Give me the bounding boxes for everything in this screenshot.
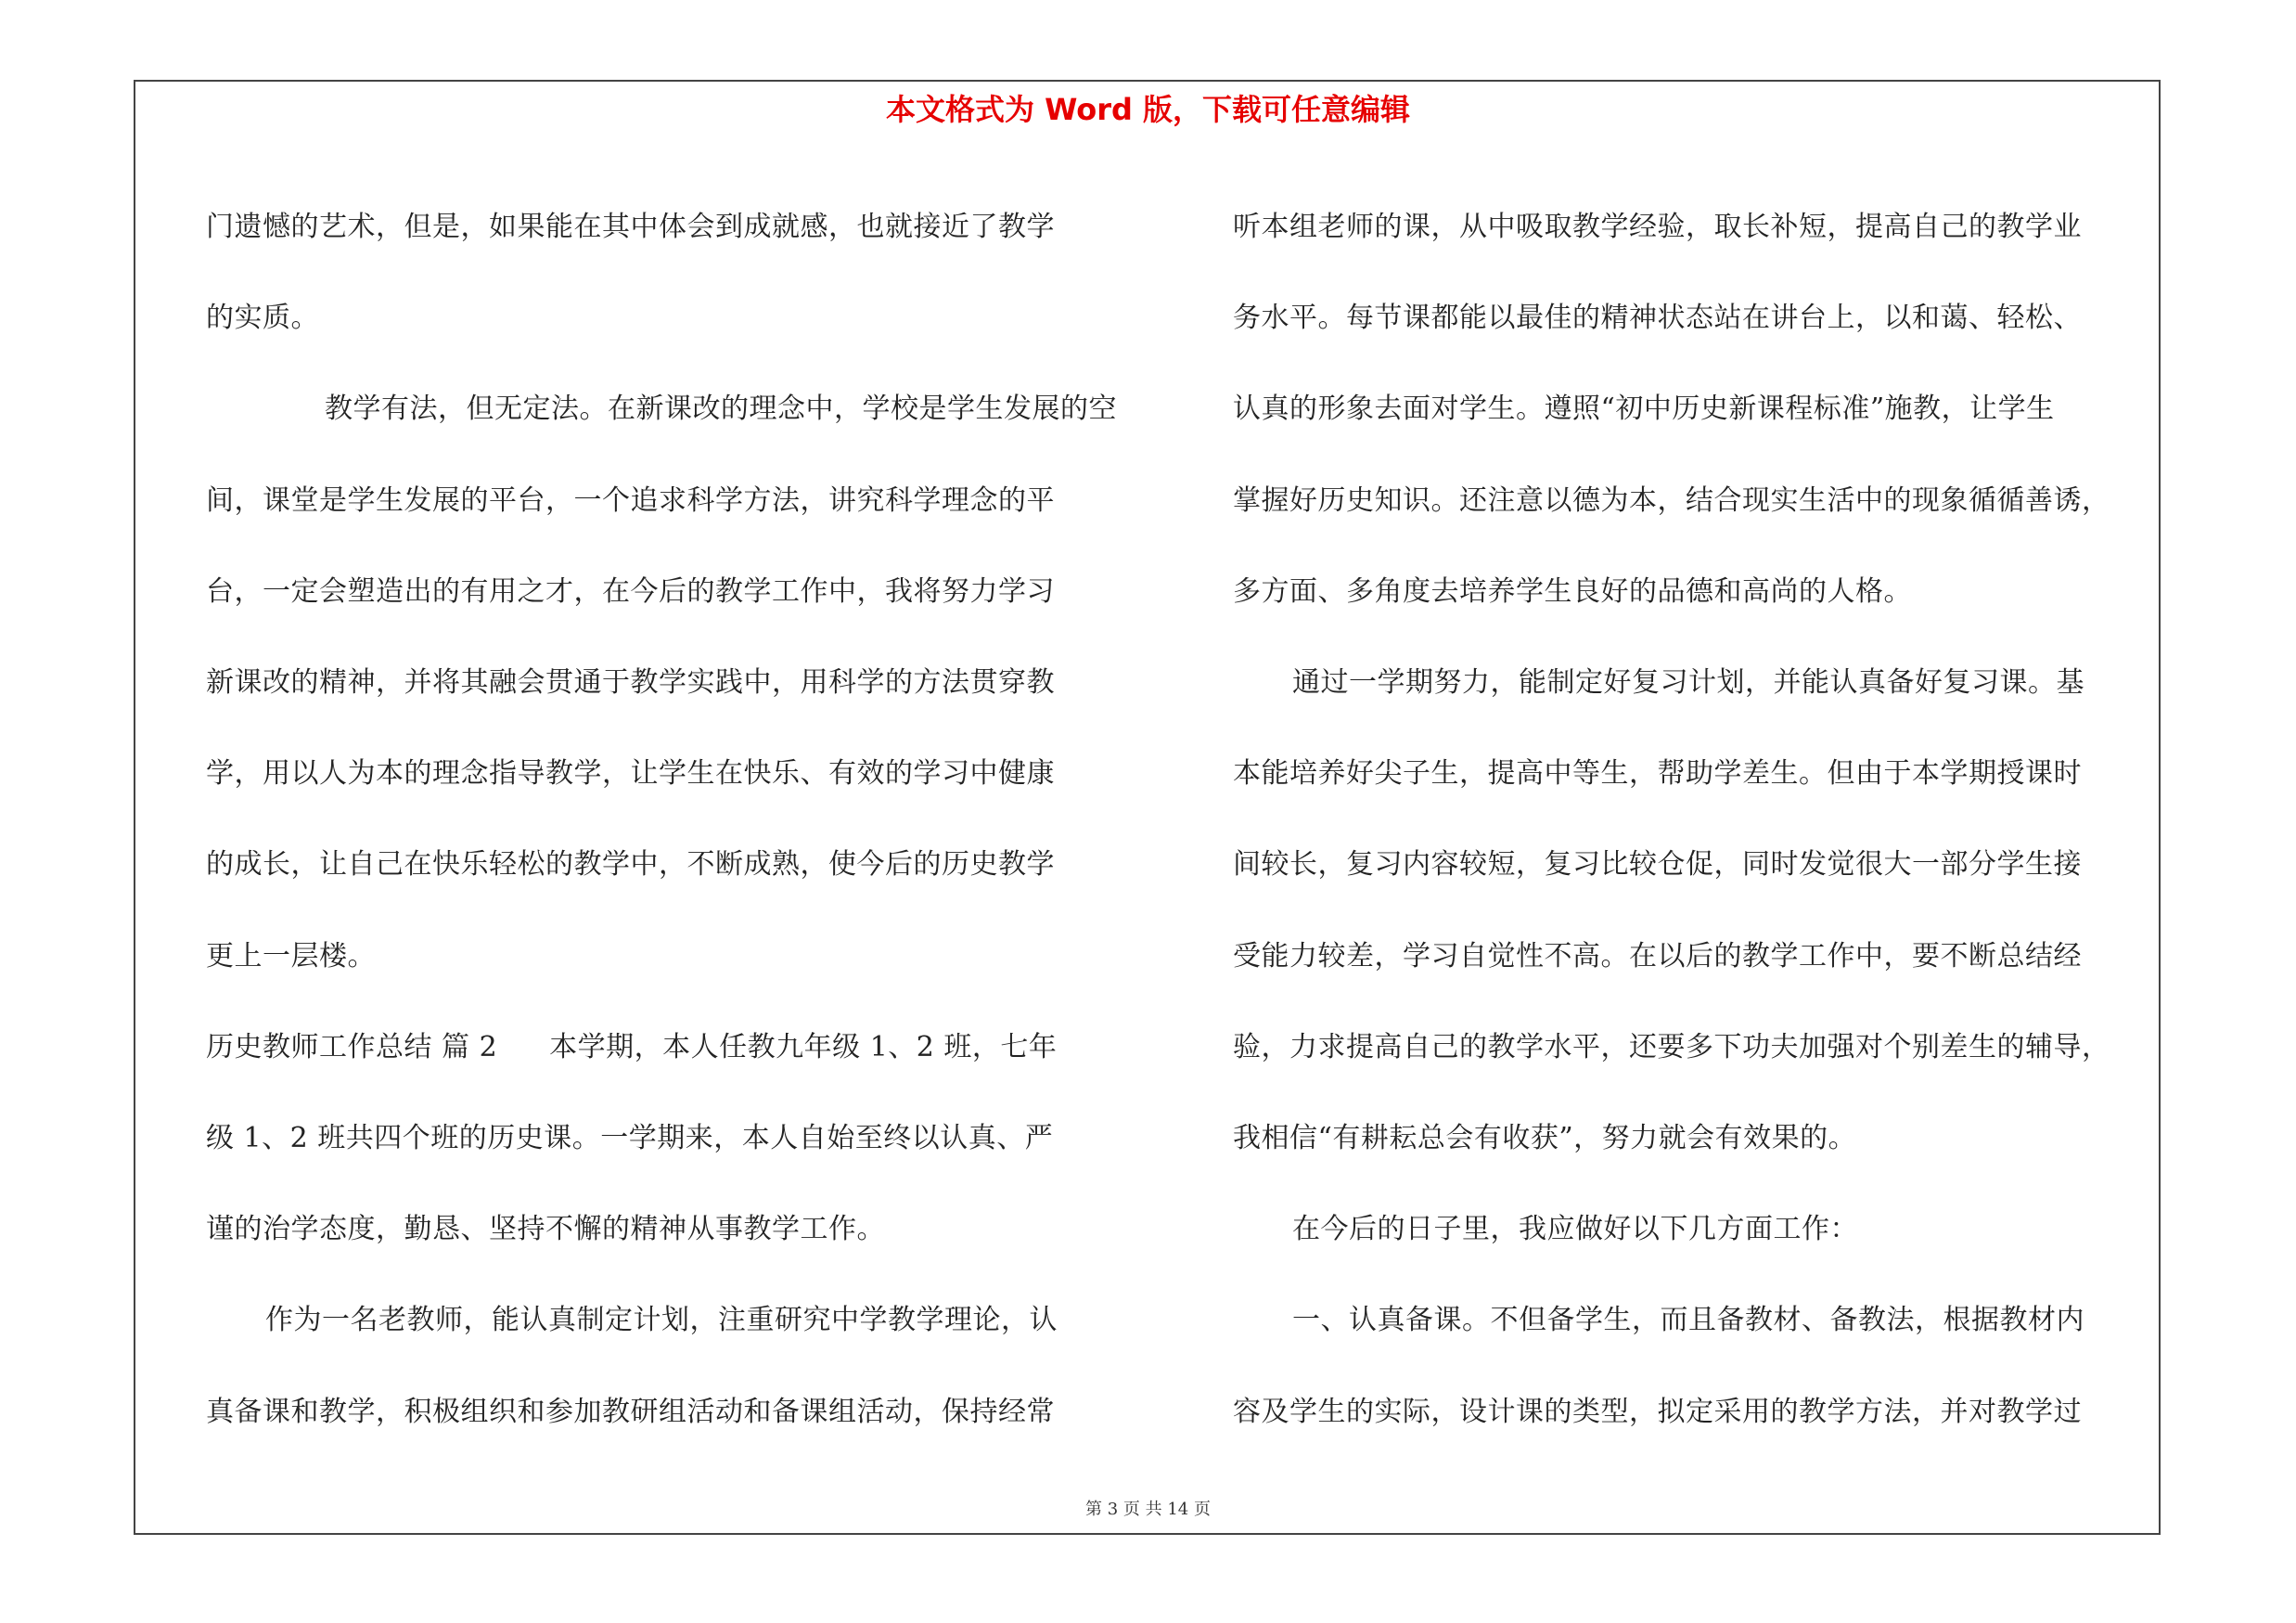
text-line: 台，一定会塑造出的有用之才，在今后的教学工作中，我将努力学习 [206,574,1055,608]
text-line: 间较长，复习内容较短，复习比较仓促，同时发觉很大一部分学生接 [1233,848,2082,882]
text-line: 认真的形象去面对学生。遵照“初中历史新课程标准”施教，让学生 [1233,393,2055,426]
text-line: 间，课堂是学生发展的平台，一个追求科学方法，讲究科学理念的平 [206,483,1055,517]
text-line: 级 1、2 班共四个班的历史课。一学期来，本人自始至终以认真、严 [206,1122,1054,1155]
text-line: 本学期，本人任教九年级 1、2 班，七年 [549,1030,1058,1063]
section-heading-line [206,1002,1130,1093]
text-line: 谨的治学态度，勤恳、坚持不懈的精神从事教学工作。 [206,1213,885,1246]
text-line: 真备课和教学，积极组织和参加教研组活动和备课组活动，保持经常 [206,1395,1055,1428]
text-line: 本能培养好尖子生，提高中等生，帮助学差生。但由于本学期授课时 [1233,757,2082,791]
header-banner: 本文格式为 Word 版，下载可任意编辑 [885,92,1411,127]
text-line: 听本组老师的课，从中吸取教学经验，取长补短，提高自己的教学业 [1233,211,2082,243]
text-line: 作为一名老教师，能认真制定计划，注重研究中学教学理论，认 [265,1304,1058,1337]
section-heading: 历史教师工作总结 篇 2 [206,1030,498,1063]
text-line: 更上一层楼。 [206,939,376,973]
text-line: 的成长，让自己在快乐轻松的教学中，不断成熟，使今后的历史教学 [206,848,1055,882]
text-line: 验，力求提高自己的教学水平，还要多下功夫加强对个别差生的辅导， [1233,1030,2110,1063]
text-line: 新课改的精神，并将其融会贯通于教学实践中，用科学的方法贯穿教 [206,666,1055,700]
text-line: 一、认真备课。不但备学生，而且备教材、备教法，根据教材内 [1292,1304,2084,1337]
text-line: 容及学生的实际，设计课的类型，拟定采用的教学方法，并对教学过 [1233,1395,2082,1428]
page-footer: 第 3 页 共 14 页 [1085,1500,1211,1519]
text-line: 学，用以人为本的理念指导教学，让学生在快乐、有效的学习中健康 [206,757,1055,791]
text-line: 的实质。 [206,302,319,335]
text-line: 掌握好历史知识。还注意以德为本，结合现实生活中的现象循循善诱， [1233,483,2110,517]
text-line: 多方面、多角度去培养学生良好的品德和高尚的人格。 [1233,574,1912,608]
left-column [206,182,1130,1458]
text-line: 务水平。每节课都能以最佳的精神状态站在讲台上，以和蔼、轻松、 [1233,302,2082,335]
text-line: 在今后的日子里，我应做好以下几方面工作： [1292,1213,1858,1246]
text-line: 受能力较差，学习自觉性不高。在以后的教学工作中，要不断总结经 [1233,939,2082,973]
text-line: 门遗憾的艺术，但是，如果能在其中体会到成就感，也就接近了教学 [206,211,1055,243]
right-column [1233,182,2164,1458]
text-line: 通过一学期努力，能制定好复习计划，并能认真备好复习课。基 [1292,666,2084,700]
text-line: 教学有法，但无定法。在新课改的理念中，学校是学生发展的空 [325,393,1117,426]
text-line: 我相信“有耕耘总会有收获”，努力就会有效果的。 [1233,1122,1857,1155]
